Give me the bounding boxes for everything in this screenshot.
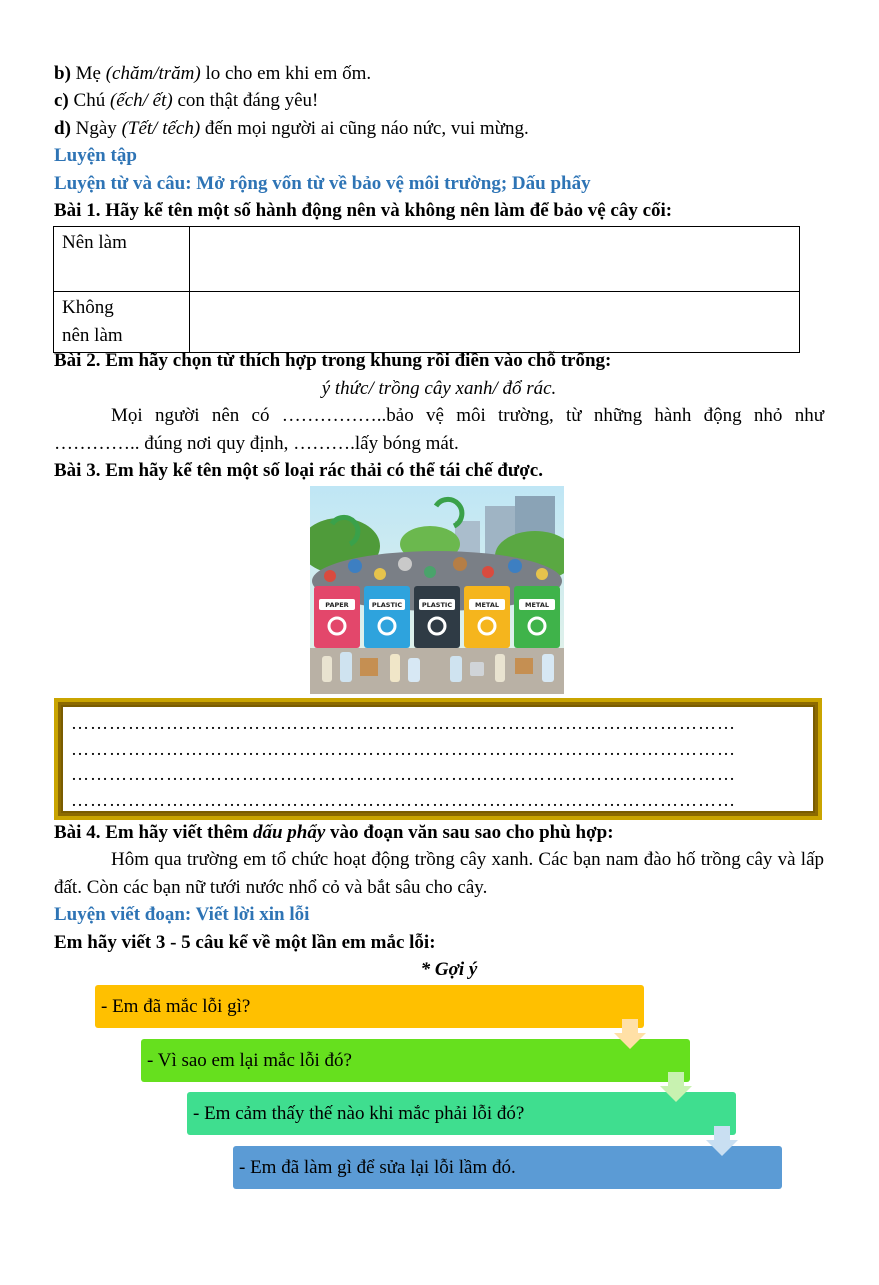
hint-step-1: - Em đã mắc lỗi gì? [95,985,644,1028]
line-text: Mẹ [70,63,106,84]
hint-step-4: - Em đã làm gì để sửa lại lỗi lầm đó. [233,1146,782,1189]
dotted-line[interactable]: …………………………………………………………………………………………… [71,713,736,733]
bai3-title: Bài 3. Em hãy kể tên một số loại rác thải có thể tái chế được. [54,460,543,481]
dotted-line[interactable]: …………………………………………………………………………………………… [71,789,736,810]
exercise-line-c [54,89,318,113]
answer-cell-khong-nen-lam[interactable] [190,292,800,353]
line-text: lo cho em khi em ốm. [200,63,372,84]
bai2-paragraph [54,402,824,458]
title-text: vào đoạn văn sau sao cho phù hợp: [325,822,614,843]
bin-label-plastic: PLASTIC [421,601,453,609]
bin-label-metal: METAL [524,601,550,609]
row-label-nen-lam: Nên làm [54,227,190,292]
row-label-line: nên làm [62,325,123,346]
row-label-khong-nen-lam [54,292,190,353]
row-label-line: Không [62,297,114,318]
answer-cell-nen-lam[interactable] [190,227,800,292]
title-emphasis: dấu phẩy [252,822,326,843]
heading-luyen-tu-va-cau: Luyện từ và câu: Mở rộng vốn từ về bảo vệ môi trường; Dấu phẩy [54,173,591,194]
line-label: c) [54,90,69,111]
exercise-line-b [54,62,371,86]
dotted-line[interactable]: …………………………………………………………………………………………… [71,764,736,784]
bin-label-paper: PAPER [325,601,349,609]
line-label: b) [54,63,71,84]
line-text: đến mọi người ai cũng náo nức, vui mừng. [200,118,529,139]
paragraph-line: Mọi người nên có ……………..bảo vệ môi trường, từ những hành động nhỏ như [111,405,824,426]
paragraph-line: ………….. đúng nơi quy định, ……….lấy bóng mát. [54,433,459,454]
bai2-title: Bài 2. Em hãy chọn từ thích hợp trong khung rồi điền vào chỗ trống: [54,350,612,371]
title-text: Bài 4. Em hãy viết thêm [54,822,253,843]
bai2-word-options: ý thức/ trồng cây xanh/ đổ rác. [321,378,557,399]
word-options: (Tết/ tếch) [121,118,201,139]
answer-writing-frame [54,698,822,820]
exercise-line-d [54,117,529,141]
heading-luyen-tap: Luyện tập [54,145,137,166]
heading-luyen-viet-doan: Luyện viết đoạn: Viết lời xin lỗi [54,904,310,925]
hint-step-2: - Vì sao em lại mắc lỗi đó? [141,1039,690,1082]
line-label: d) [54,118,71,139]
bai4-title [54,821,614,845]
recycling-bins-image [310,486,564,694]
bins [314,586,560,648]
writing-task: Em hãy viết 3 - 5 câu kể về một lần em mắc lỗi: [54,932,436,953]
word-options: (chăm/trăm) [105,63,201,84]
answer-lines[interactable] [61,705,815,813]
bai1-title: Bài 1. Hãy kể tên một số hành động nên và không nên làm để bảo vệ cây cối: [54,200,673,221]
line-text: con thật đáng yêu! [172,90,319,111]
line-text: Chú [68,90,110,111]
word-options: (ếch/ ết) [109,90,173,111]
line-text: Ngày [70,118,122,139]
bin-label-plastic: PLASTIC [371,601,403,609]
hint-step-3: - Em cảm thấy thế nào khi mắc phải lỗi đó? [187,1092,736,1135]
bai4-paragraph: Hôm qua trường em tổ chức hoạt động trồng cây xanh. Các bạn nam đào hố trồng cây và lấp đất. Còn các bạn nữ tưới nước nhổ cỏ và bắt sâu cho cây. [54,849,824,898]
bin-label-metal: METAL [474,601,500,609]
bai1-table [53,226,800,353]
dotted-line[interactable]: …………………………………………………………………………………………… [71,738,736,759]
hint-label: * Gợi ý [420,959,478,980]
